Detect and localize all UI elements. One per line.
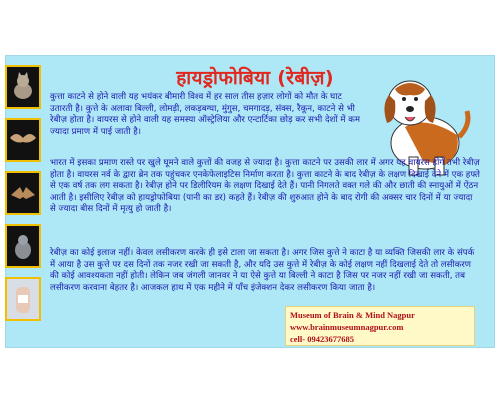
animal-photo-strip: [5, 65, 41, 330]
cat-photo: [5, 65, 41, 109]
museum-name: Museum of Brain & Mind Nagpur: [290, 310, 415, 320]
paragraph-india: भारत में इसका प्रमाण रास्ते पर खुले घूमने वाले कुत्तों की वजह से ज्यादा है। कुत्ता काटने पर उसकी लार में अगर यह वायरस होंगे तभी रेबीज़ होता है। वायरस नर्व के द्वारा ब्रेन तक पहुंचकर एनकेफेलाइटिस निर्माण करता है। कुत्ता काटने के बाद रेबीज़ के लक्षण दिखाई देने में एक हफ्ते से एक वर्ष तक लग सकता है। रेबीज़ होने पर डिलीरियम के लक्षण दिखाई देते हैं। पानी निगलते वक्त गले की और छाती की स्नायुओं में ऐंठन आती है। इसीलिए रेबीज़ को हायड्रोफोबिया (पानी का डर) कहते हैं। रेबीज़ की शुरुआत होने के बाद रोगी की अक्सर चार दिनों में या ज्यादा से ज्यादा बीस दिनों में मृत्यु हो जाती है।: [50, 158, 480, 215]
museum-website: www.brainmuseumnagpur.com: [290, 322, 404, 332]
bat-flying-photo: [5, 171, 41, 215]
bat-photo: [5, 118, 41, 162]
paragraph-intro: कुत्ता काटने से होने वाली यह भयंकर बीमारी विश्व में हर साल तीस हज़ार लोगों को मौत के घाट उतारती है। कुत्ते के अलावा बिल्ली, लोमड़ी, लकड़बग्घा, मुंगुस, चमगादड़, संक्स, रैकून, काटने से भी रेबीज़ होता है। वायरस से होने वाली यह समस्या ऑस्ट्रेलिया और एन्टार्टिका छोड़ कर सभी देशों में कम ज्यादा प्रमाण में पाई जाती है।: [50, 92, 360, 137]
museum-phone: cell- 09423677685: [290, 334, 354, 344]
museum-info-box: [285, 306, 475, 346]
wound-photo: [5, 277, 41, 321]
poster-title: हायड्रोफोबिया (रेबीज़): [176, 67, 334, 89]
paragraph-treatment: रेबीज़ का कोई इलाज नहीं। केवल लसीकरण करके ही इसे टाला जा सकता है। अगर जिस कुत्ते ने काटा है या व्यक्ति जिसकी लार के संपर्क में आया है उस कुत्ते पर दस दिनों तक नजर रखी जा सकती है, और यदि उस कुत्ते में रेबीज़ के कोई लक्षण नहीं दिखलाई देते तो लसीकरण की कोई आवश्यकता नहीं होती। लेकिन जब जंगली जानवर ने या ऐसे कुत्ते या बिल्ली ने काटा है जिस पर नजर नहीं रखी जा सकती, तब लसीकरण करवाना बेहतर है। आजकल हाथ में एक महीने में पाँच इंजेक्शन देकर लसीकरण किया जाता है।: [50, 248, 475, 293]
raccoon-photo: [5, 224, 41, 268]
